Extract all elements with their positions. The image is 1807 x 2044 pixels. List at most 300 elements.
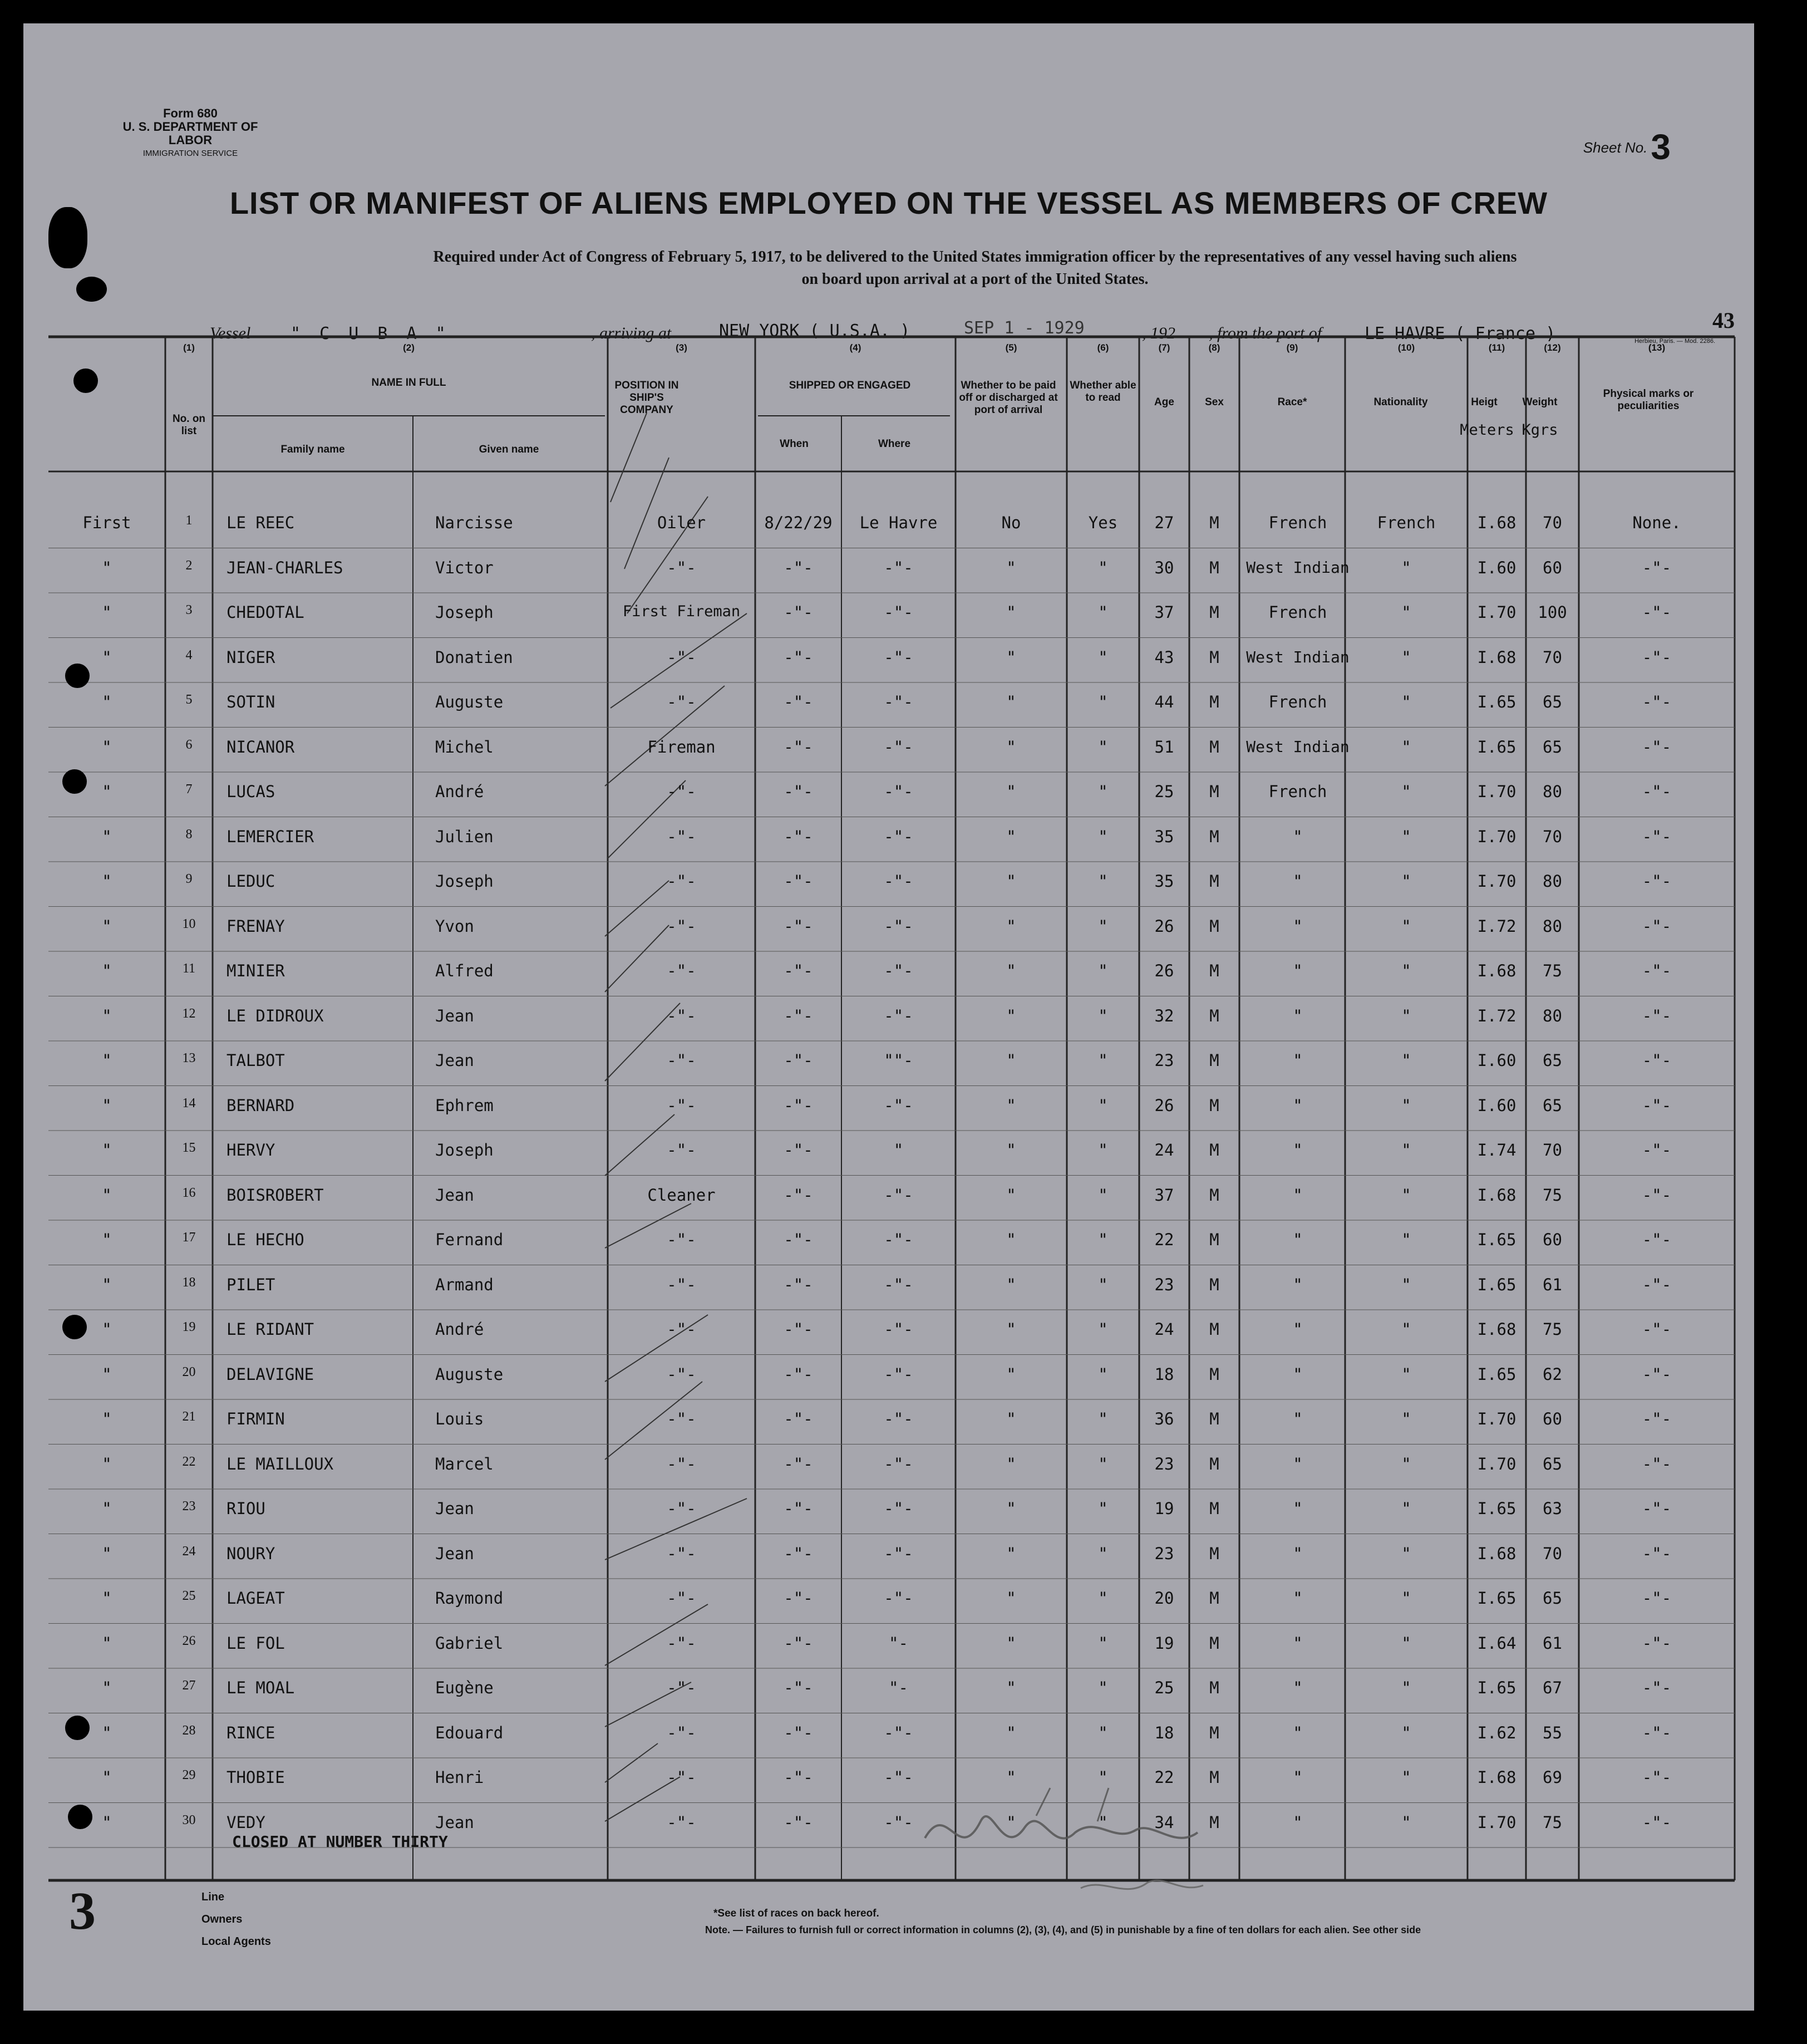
cell-paid: " <box>1006 558 1016 577</box>
cell-family: VEDY <box>227 1812 265 1832</box>
cell-age: 20 <box>1154 1589 1174 1608</box>
cell-marks: -"- <box>1642 603 1672 622</box>
cell-position: -"- <box>667 916 696 936</box>
cell-sex: M <box>1209 1589 1219 1608</box>
cell-read: " <box>1098 1185 1108 1205</box>
cell-read: " <box>1098 603 1108 622</box>
date-stamp: SEP 1 - 1929 <box>964 318 1085 338</box>
cell-race: " <box>1293 1678 1303 1697</box>
cell-no: 4 <box>185 647 193 662</box>
cell-nationality: " <box>1401 916 1411 936</box>
from-port: LE HAVRE ( France ) <box>1365 324 1556 343</box>
cell-class: " <box>102 961 112 980</box>
cell-race: French <box>1268 513 1327 532</box>
cell-class: " <box>102 558 112 577</box>
cell-position: -"- <box>667 1544 696 1563</box>
cell-nationality: " <box>1401 603 1411 622</box>
cell-age: 18 <box>1154 1364 1174 1384</box>
cell-age: 44 <box>1154 692 1174 711</box>
sheet-label: Sheet No. <box>1583 139 1648 156</box>
cell-paid: " <box>1006 1185 1016 1205</box>
cell-when: -"- <box>784 1454 813 1473</box>
cell-read: " <box>1098 872 1108 891</box>
cell-family: LE REEC <box>227 513 295 532</box>
cell-position: Cleaner <box>647 1185 716 1205</box>
cell-given: Joseph <box>435 1141 494 1159</box>
cell-given: Marcel <box>435 1454 494 1473</box>
cell-nationality: " <box>1401 1454 1411 1473</box>
cell-marks: -"- <box>1642 872 1672 891</box>
cell-paid: " <box>1006 1589 1016 1608</box>
cell-height: I.65 <box>1477 737 1516 756</box>
column-number: (9) <box>1286 342 1298 353</box>
cell-marks: -"- <box>1642 782 1672 801</box>
cell-marks: -"- <box>1642 1812 1672 1832</box>
cell-read: " <box>1098 692 1108 711</box>
cell-position: -"- <box>667 1454 696 1473</box>
cell-height: I.68 <box>1477 961 1516 980</box>
column-number: (11) <box>1488 342 1505 353</box>
cell-read: " <box>1098 1051 1108 1070</box>
cell-class: " <box>102 1499 112 1518</box>
cell-position: -"- <box>667 1499 696 1518</box>
cell-race: West Indian <box>1246 558 1350 577</box>
cell-family: NIGER <box>227 647 275 667</box>
cell-race: " <box>1293 1230 1303 1249</box>
cell-class: " <box>102 827 112 846</box>
cell-when: -"- <box>784 916 813 936</box>
cell-height: I.65 <box>1477 1275 1516 1294</box>
cell-age: 34 <box>1154 1812 1174 1832</box>
manifest-sheet <box>23 23 1754 2011</box>
cell-race: " <box>1293 1006 1303 1025</box>
cell-no: 1 <box>185 513 193 528</box>
cell-nationality: " <box>1401 1633 1411 1653</box>
cell-read: " <box>1098 1230 1108 1249</box>
cell-sex: M <box>1209 1230 1219 1249</box>
cell-where: "- <box>889 1678 908 1697</box>
cell-marks: -"- <box>1642 1275 1672 1294</box>
cell-marks: -"- <box>1642 1544 1672 1563</box>
cell-weight: 70 <box>1543 827 1562 846</box>
cell-family: RIOU <box>227 1499 265 1518</box>
cell-given: Jean <box>435 1051 474 1070</box>
cell-when: -"- <box>784 737 813 756</box>
cell-sex: M <box>1209 513 1219 532</box>
cell-paid: " <box>1006 647 1016 667</box>
cell-nationality: " <box>1401 1230 1411 1249</box>
cell-class: " <box>102 1812 112 1832</box>
cell-given: Henri <box>435 1768 484 1787</box>
cell-marks: -"- <box>1642 827 1672 846</box>
year-label: , 192 <box>1142 324 1175 342</box>
cell-height: I.70 <box>1477 872 1516 891</box>
cell-weight: 80 <box>1543 872 1562 891</box>
cell-family: TALBOT <box>227 1051 285 1070</box>
cell-height: I.62 <box>1477 1723 1516 1742</box>
punch-hole <box>62 769 87 794</box>
cell-weight: 75 <box>1543 1812 1562 1832</box>
arriving-port: NEW YORK ( U.S.A. ) <box>719 321 910 341</box>
cell-age: 25 <box>1154 1678 1174 1697</box>
cell-given: Eugène <box>435 1678 494 1697</box>
cell-no: 17 <box>182 1230 196 1245</box>
cell-when: -"- <box>784 1141 813 1159</box>
cell-race: " <box>1293 1051 1303 1070</box>
cell-paid: " <box>1006 1723 1016 1742</box>
cell-sex: M <box>1209 1499 1219 1518</box>
cell-no: 29 <box>182 1768 196 1782</box>
cell-given: Armand <box>435 1275 494 1294</box>
cell-weight: 60 <box>1543 1409 1562 1428</box>
cell-position: -"- <box>667 1678 696 1697</box>
cell-marks: -"- <box>1642 1095 1672 1115</box>
cell-where: -"- <box>884 1768 913 1787</box>
cell-height: I.70 <box>1477 782 1516 801</box>
header-when: When <box>780 438 809 450</box>
cell-when: -"- <box>784 1812 813 1832</box>
cell-age: 26 <box>1154 961 1174 980</box>
cell-nationality: " <box>1401 737 1411 756</box>
column-number: (3) <box>676 342 687 353</box>
cell-given: Jean <box>435 1544 474 1563</box>
header-no-on-list: No. on list <box>172 413 206 437</box>
cell-weight: 62 <box>1543 1364 1562 1384</box>
cell-position: First Fireman <box>622 603 741 620</box>
column-number: (8) <box>1208 342 1220 353</box>
cell-read: " <box>1098 1499 1108 1518</box>
cell-no: 23 <box>182 1499 196 1514</box>
cell-marks: -"- <box>1642 1723 1672 1742</box>
cell-position: -"- <box>667 1723 696 1742</box>
cell-where: -"- <box>884 1095 913 1115</box>
cell-class: " <box>102 1141 112 1159</box>
cell-race: West Indian <box>1246 647 1350 666</box>
header-name-in-full: NAME IN FULL <box>371 377 446 389</box>
cell-no: 30 <box>182 1812 196 1827</box>
cell-when: -"- <box>784 872 813 891</box>
cell-position: -"- <box>667 827 696 846</box>
cell-no: 9 <box>185 872 193 886</box>
cell-no: 27 <box>182 1678 196 1693</box>
requirement-line-1: Required under Act of Congress of February 5, 1917, to be delivered to the United States immigration officer by the representatives of any vessel having such aliens <box>433 248 1517 266</box>
cell-marks: None. <box>1632 513 1681 532</box>
cell-sex: M <box>1209 1633 1219 1653</box>
cell-nationality: French <box>1377 513 1436 532</box>
cell-when: -"- <box>784 1051 813 1070</box>
cell-sex: M <box>1209 1275 1219 1294</box>
cell-nationality: " <box>1401 1409 1411 1428</box>
cell-nationality: " <box>1401 1185 1411 1205</box>
cell-paid: " <box>1006 737 1016 756</box>
header-sex: Sex <box>1205 396 1224 408</box>
cell-weight: 80 <box>1543 916 1562 936</box>
cell-weight: 65 <box>1543 692 1562 711</box>
cell-marks: -"- <box>1642 961 1672 980</box>
cell-class: " <box>102 782 112 801</box>
cell-position: -"- <box>667 1364 696 1384</box>
punch-hole <box>73 368 98 393</box>
cell-read: " <box>1098 1006 1108 1025</box>
cell-family: FRENAY <box>227 916 285 936</box>
cell-marks: -"- <box>1642 1678 1672 1697</box>
cell-weight: 67 <box>1543 1678 1562 1697</box>
cell-no: 25 <box>182 1589 196 1603</box>
cell-sex: M <box>1209 872 1219 891</box>
cell-class: " <box>102 1544 112 1563</box>
weight-unit: Kgrs <box>1522 421 1558 439</box>
cell-given: Jean <box>435 1006 474 1025</box>
cell-weight: 75 <box>1543 1320 1562 1339</box>
cell-height: I.60 <box>1477 558 1516 577</box>
cell-no: 10 <box>182 916 196 931</box>
cell-weight: 100 <box>1538 603 1567 622</box>
cell-position: -"- <box>667 1589 696 1608</box>
cell-paid: " <box>1006 603 1016 622</box>
cell-weight: 70 <box>1543 1544 1562 1563</box>
header-position: POSITION IN SHIP'S COMPANY <box>614 380 679 416</box>
cell-read: " <box>1098 1723 1108 1742</box>
cell-no: 13 <box>182 1051 196 1065</box>
cell-when: -"- <box>784 827 813 846</box>
cell-where: -"- <box>884 603 913 622</box>
cell-race: French <box>1268 782 1327 801</box>
cell-sex: M <box>1209 1141 1219 1159</box>
cell-age: 24 <box>1154 1320 1174 1339</box>
cell-sex: M <box>1209 782 1219 801</box>
header-given-name: Given name <box>479 444 539 455</box>
cell-class: " <box>102 1006 112 1025</box>
cell-age: 35 <box>1154 827 1174 846</box>
cell-height: I.70 <box>1477 827 1516 846</box>
cell-family: LEMERCIER <box>227 827 314 846</box>
cell-no: 3 <box>185 603 193 617</box>
cell-nationality: " <box>1401 1812 1411 1832</box>
cell-weight: 75 <box>1543 961 1562 980</box>
cell-race: " <box>1293 1320 1303 1339</box>
punch-hole <box>65 1716 90 1740</box>
cell-where: -"- <box>884 737 913 756</box>
cell-height: I.68 <box>1477 1320 1516 1339</box>
cell-height: I.68 <box>1477 647 1516 667</box>
cell-position: -"- <box>667 1320 696 1339</box>
cell-race: " <box>1293 1454 1303 1473</box>
cell-given: Fernand <box>435 1230 504 1249</box>
cell-age: 23 <box>1154 1544 1174 1563</box>
cell-read: " <box>1098 1589 1108 1608</box>
cell-given: Auguste <box>435 1364 504 1384</box>
punch-hole <box>68 1805 92 1829</box>
cell-race: " <box>1293 1723 1303 1742</box>
cell-marks: -"- <box>1642 1633 1672 1653</box>
cell-read: " <box>1098 1275 1108 1294</box>
cell-given: Jean <box>435 1185 474 1205</box>
cell-age: 22 <box>1154 1768 1174 1787</box>
cell-age: 37 <box>1154 1185 1174 1205</box>
cell-height: I.60 <box>1477 1095 1516 1115</box>
cell-age: 24 <box>1154 1141 1174 1159</box>
cell-nationality: " <box>1401 872 1411 891</box>
cell-read: " <box>1098 827 1108 846</box>
header-shipped: SHIPPED OR ENGAGED <box>789 380 911 391</box>
cell-weight: 65 <box>1543 1589 1562 1608</box>
cell-sex: M <box>1209 1006 1219 1025</box>
cell-race: " <box>1293 1499 1303 1518</box>
owners-label: Owners <box>201 1913 243 1925</box>
ink-blot <box>48 207 87 268</box>
line-label: Line <box>201 1891 225 1903</box>
column-number: (4) <box>849 342 861 353</box>
cell-read: " <box>1098 916 1108 936</box>
header-age: Age <box>1154 396 1174 408</box>
cell-marks: -"- <box>1642 1768 1672 1787</box>
cell-where: -"- <box>884 782 913 801</box>
cell-no: 18 <box>182 1275 196 1290</box>
form-number: Form 680 <box>163 106 218 120</box>
cell-family: LE MAILLOUX <box>227 1454 334 1473</box>
cell-paid: " <box>1006 1320 1016 1339</box>
cell-class: First <box>82 513 131 532</box>
cell-family: RINCE <box>227 1723 275 1742</box>
cell-sex: M <box>1209 692 1219 711</box>
cell-sex: M <box>1209 827 1219 846</box>
cell-class: " <box>102 916 112 936</box>
cell-when: -"- <box>784 603 813 622</box>
cell-marks: -"- <box>1642 1454 1672 1473</box>
cell-age: 25 <box>1154 782 1174 801</box>
header-weight: Weight <box>1522 396 1558 408</box>
cell-where: -"- <box>884 872 913 891</box>
column-number: (13) <box>1648 342 1666 353</box>
cell-age: 23 <box>1154 1275 1174 1294</box>
cell-nationality: " <box>1401 1095 1411 1115</box>
cell-age: 43 <box>1154 647 1174 667</box>
cell-age: 18 <box>1154 1723 1174 1742</box>
cell-position: -"- <box>667 1230 696 1249</box>
cell-class: " <box>102 1320 112 1339</box>
cell-no: 24 <box>182 1544 196 1559</box>
department-name: U. S. DEPARTMENT OF LABOR <box>122 120 258 147</box>
punch-hole <box>65 664 90 688</box>
cell-family: THOBIE <box>227 1768 285 1787</box>
cell-family: NOURY <box>227 1544 275 1563</box>
cell-class: " <box>102 1185 112 1205</box>
cell-read: " <box>1098 647 1108 667</box>
cell-position: -"- <box>667 961 696 980</box>
cell-position: -"- <box>667 782 696 801</box>
cell-race: " <box>1293 1633 1303 1653</box>
cell-given: Narcisse <box>435 513 513 532</box>
cell-given: André <box>435 782 484 801</box>
vessel-name: " C U B A " <box>291 324 450 343</box>
cell-sex: M <box>1209 1364 1219 1384</box>
cell-height: I.74 <box>1477 1141 1516 1159</box>
sheet-number-value: 3 <box>1651 127 1671 167</box>
cell-marks: -"- <box>1642 1185 1672 1205</box>
cell-class: " <box>102 737 112 756</box>
cell-nationality: " <box>1401 558 1411 577</box>
header-family-name: Family name <box>280 444 345 455</box>
cell-paid: " <box>1006 916 1016 936</box>
cell-no: 7 <box>185 782 193 797</box>
column-number: (6) <box>1097 342 1109 353</box>
cell-age: 51 <box>1154 737 1174 756</box>
cell-sex: M <box>1209 1768 1219 1787</box>
cell-position: -"- <box>667 1633 696 1653</box>
cell-race: " <box>1293 1812 1303 1832</box>
cell-race: " <box>1293 961 1303 980</box>
cell-family: JEAN-CHARLES <box>227 558 343 577</box>
cell-read: Yes <box>1088 513 1118 532</box>
cell-height: I.68 <box>1477 1768 1516 1787</box>
cell-age: 19 <box>1154 1499 1174 1518</box>
cell-race: " <box>1293 1141 1303 1159</box>
cell-paid: " <box>1006 1141 1016 1159</box>
corner-sheet-number: 3 <box>69 1881 96 1940</box>
cell-where: -"- <box>884 692 913 711</box>
cell-family: LUCAS <box>227 782 275 801</box>
cell-read: " <box>1098 1141 1108 1159</box>
vessel-label: Vessel <box>210 324 251 342</box>
cell-paid: " <box>1006 1812 1016 1832</box>
cell-marks: -"- <box>1642 1320 1672 1339</box>
cell-race: " <box>1293 916 1303 936</box>
cell-weight: 75 <box>1543 1185 1562 1205</box>
cell-race: " <box>1293 872 1303 891</box>
cell-nationality: " <box>1401 1678 1411 1697</box>
cell-class: " <box>102 647 112 667</box>
cell-race: French <box>1268 603 1327 622</box>
cell-weight: 80 <box>1543 1006 1562 1025</box>
cell-position: -"- <box>667 1006 696 1025</box>
cell-nationality: " <box>1401 1499 1411 1518</box>
cell-when: -"- <box>784 1409 813 1428</box>
cell-position: -"- <box>667 558 696 577</box>
cell-read: " <box>1098 1633 1108 1653</box>
cell-race: West Indian <box>1246 737 1350 756</box>
cell-paid: " <box>1006 1454 1016 1473</box>
cell-class: " <box>102 1633 112 1653</box>
cell-weight: 70 <box>1543 1141 1562 1159</box>
cell-family: DELAVIGNE <box>227 1364 314 1384</box>
cell-paid: No <box>1001 513 1021 532</box>
cell-no: 28 <box>182 1723 196 1738</box>
printer-credit: Herbieu, Paris. — Mod. 2286. <box>1634 338 1715 345</box>
cell-where: -"- <box>884 1454 913 1473</box>
cell-given: Jean <box>435 1499 474 1518</box>
cell-nationality: " <box>1401 1275 1411 1294</box>
cell-given: Alfred <box>435 961 494 980</box>
header-physical-marks: Physical marks or peculiarities <box>1603 388 1694 412</box>
cell-nationality: " <box>1401 1768 1411 1787</box>
cell-race: " <box>1293 1409 1303 1428</box>
cell-class: " <box>102 1364 112 1384</box>
cell-when: -"- <box>784 1275 813 1294</box>
cell-nationality: " <box>1401 1723 1411 1742</box>
header-nationality: Nationality <box>1373 396 1428 408</box>
cell-when: -"- <box>784 782 813 801</box>
cell-where: -"- <box>884 916 913 936</box>
cell-weight: 65 <box>1543 1454 1562 1473</box>
cell-family: LE HECHO <box>227 1230 304 1249</box>
cell-given: Edouard <box>435 1723 504 1742</box>
cell-class: " <box>102 1051 112 1070</box>
cell-no: 22 <box>182 1454 196 1469</box>
cell-read: " <box>1098 1454 1108 1473</box>
cell-no: 19 <box>182 1320 196 1334</box>
cell-given: Gabriel <box>435 1633 504 1653</box>
cell-where: " <box>893 1141 904 1159</box>
